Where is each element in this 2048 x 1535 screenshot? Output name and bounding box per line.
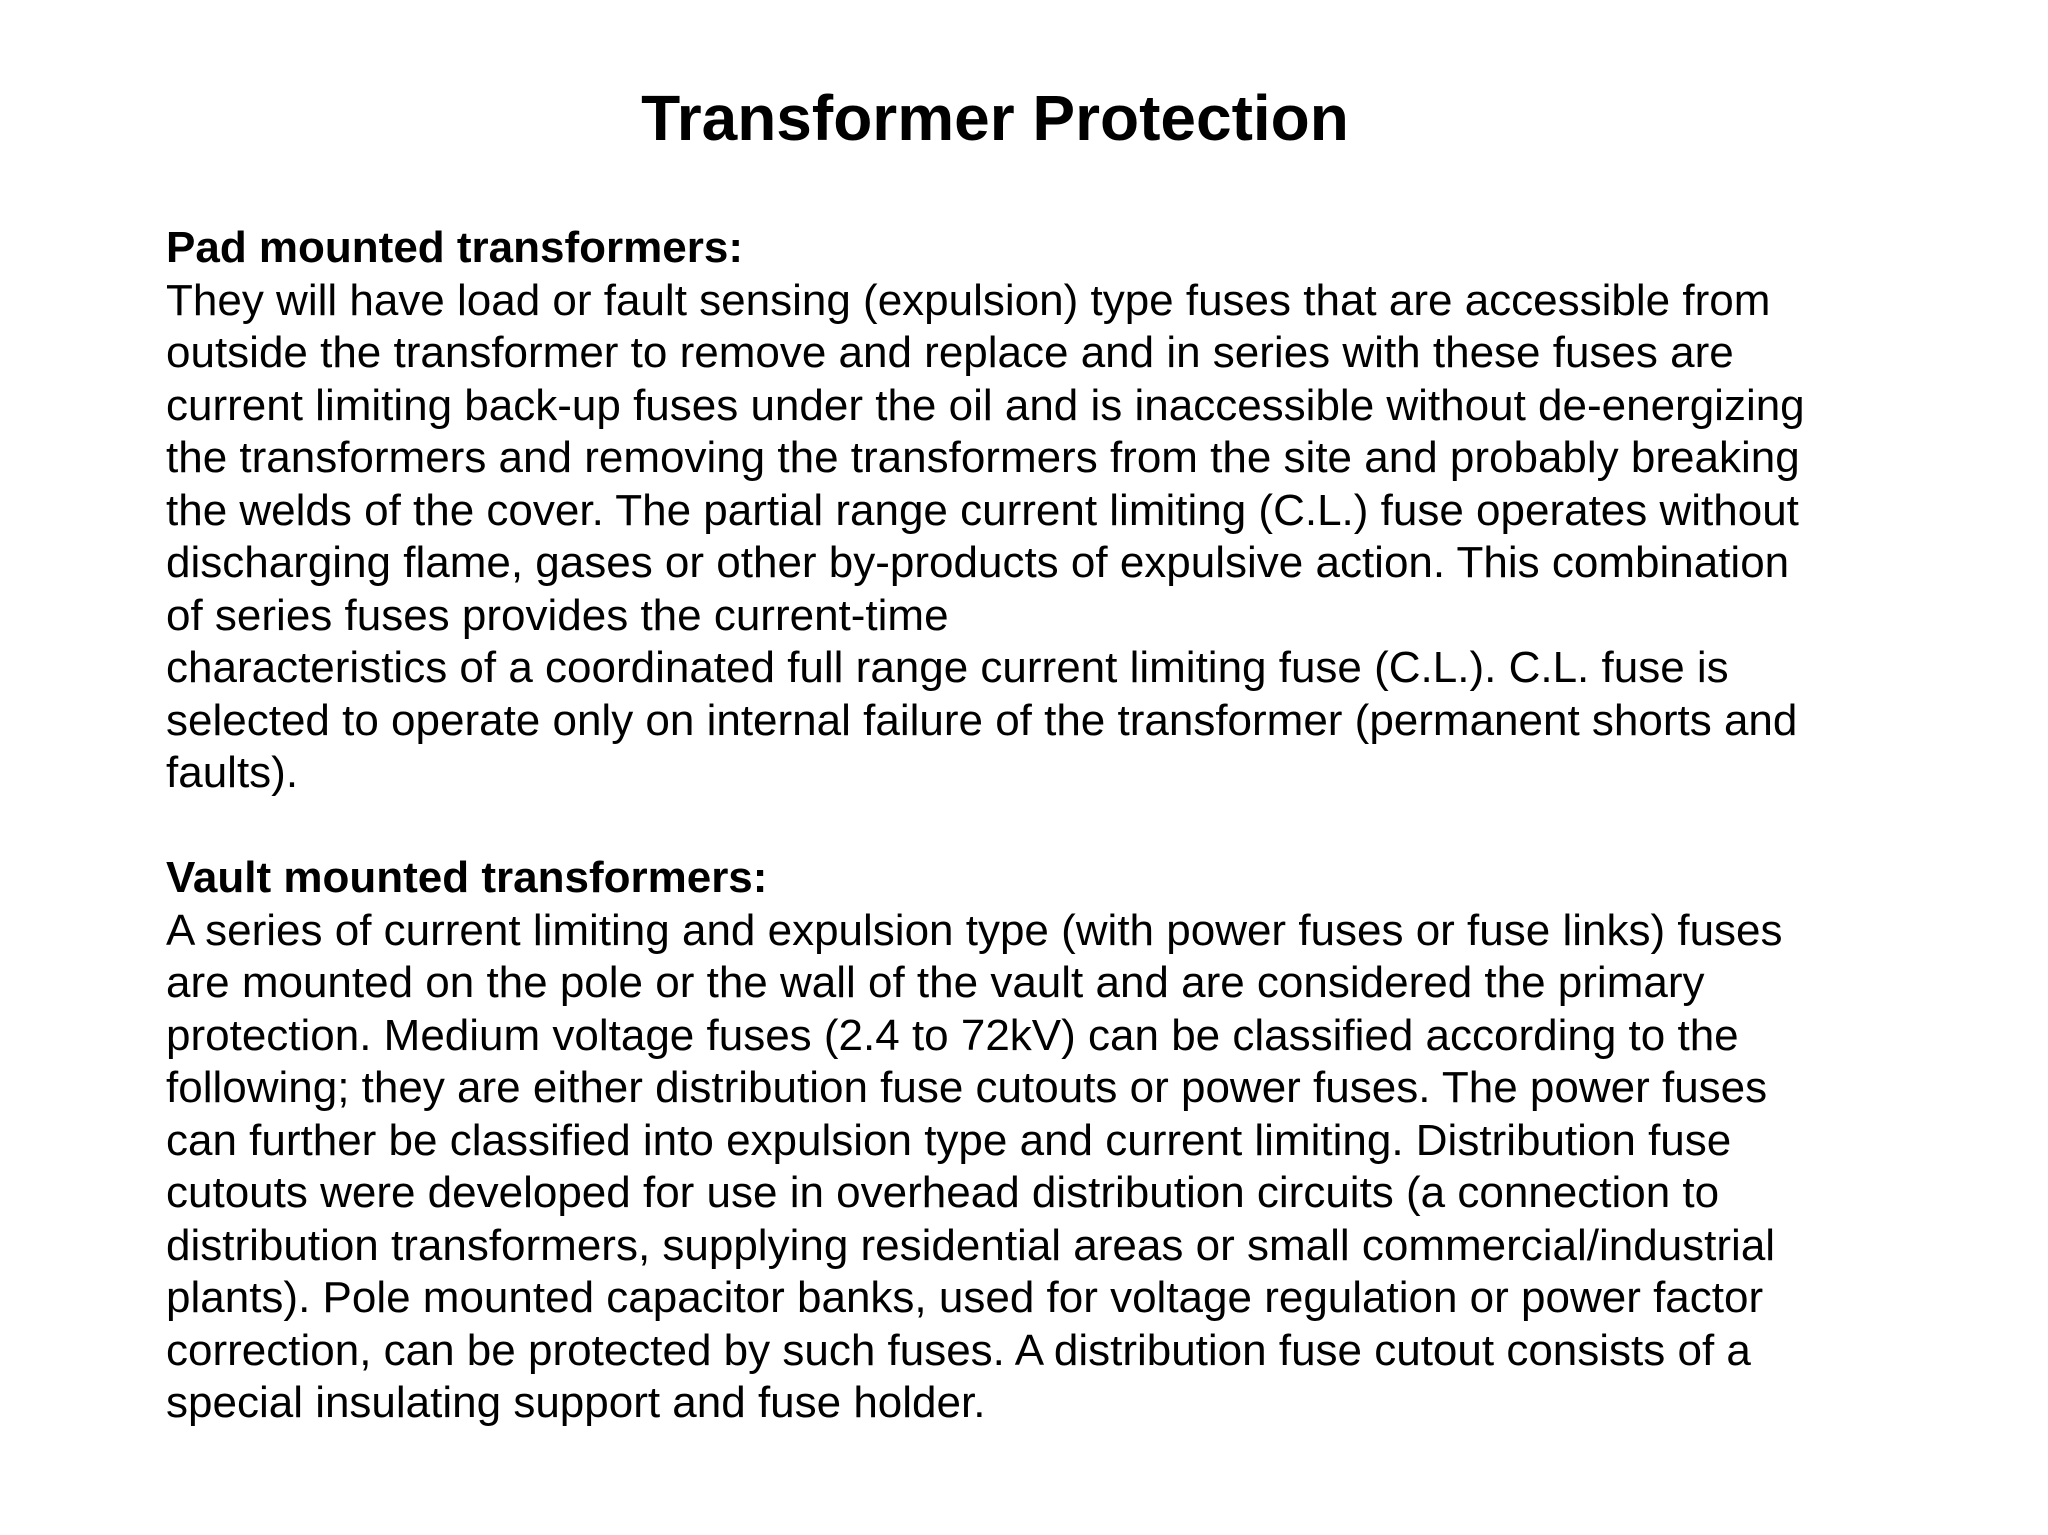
page-title: Transformer Protection	[641, 82, 1349, 154]
section-spacer	[166, 800, 1926, 853]
body-line: of series fuses provides the current-time	[166, 590, 949, 640]
body-line: plants). Pole mounted capacitor banks, used for voltage regulation or power factor	[166, 1273, 1764, 1322]
section-heading: Vault mounted transformers:	[166, 853, 768, 902]
body-line: protection. Medium voltage fuses (2.4 to 72kV) can be classified according to the	[166, 1010, 1739, 1060]
body-line: are mounted on the pole or the wall of the vault and are considered the primary	[166, 958, 1705, 1007]
body-line: current limiting back-up fuses under the oil and is inaccessible without de-energizing	[166, 380, 1805, 430]
body-line: They will have load or fault sensing (expulsion) type fuses that are accessible from	[166, 275, 1771, 325]
body-line: selected to operate only on internal failure of the transformer (permanent shorts and	[166, 695, 1798, 745]
body-line: distribution transformers, supplying residential areas or small commercial/industrial	[166, 1220, 1776, 1270]
body-line: following; they are either distribution fuse cutouts or power fuses. The power fuses	[166, 1063, 1768, 1112]
section-vault-mounted	[166, 852, 1926, 1430]
section-pad-mounted	[166, 222, 1926, 800]
body-line: the welds of the cover. The partial range current limiting (C.L.) fuse operates without	[166, 485, 1799, 535]
body-line: correction, can be protected by such fuses. A distribution fuse cutout consists of a	[166, 1325, 1751, 1375]
section-body	[166, 905, 1926, 1430]
body-line: can further be classified into expulsion type and current limiting. Distribution fuse	[166, 1115, 1732, 1165]
body-line: the transformers and removing the transformers from the site and probably breaking	[166, 433, 1800, 482]
body-line: characteristics of a coordinated full range current limiting fuse (C.L.). C.L. fuse is	[166, 643, 1729, 692]
body-line: A series of current limiting and expulsion type (with power fuses or fuse links) fuses	[166, 905, 1783, 955]
slide-content	[166, 222, 1926, 1430]
body-line: special insulating support and fuse holder.	[166, 1378, 986, 1427]
body-line: outside the transformer to remove and replace and in series with these fuses are	[166, 328, 1734, 377]
body-line: discharging flame, gases or other by-products of expulsive action. This combination	[166, 538, 1790, 587]
body-line: cutouts were developed for use in overhead distribution circuits (a connection to	[166, 1168, 1720, 1217]
section-body	[166, 275, 1926, 800]
body-line: faults).	[166, 748, 299, 797]
section-heading: Pad mounted transformers:	[166, 223, 743, 272]
